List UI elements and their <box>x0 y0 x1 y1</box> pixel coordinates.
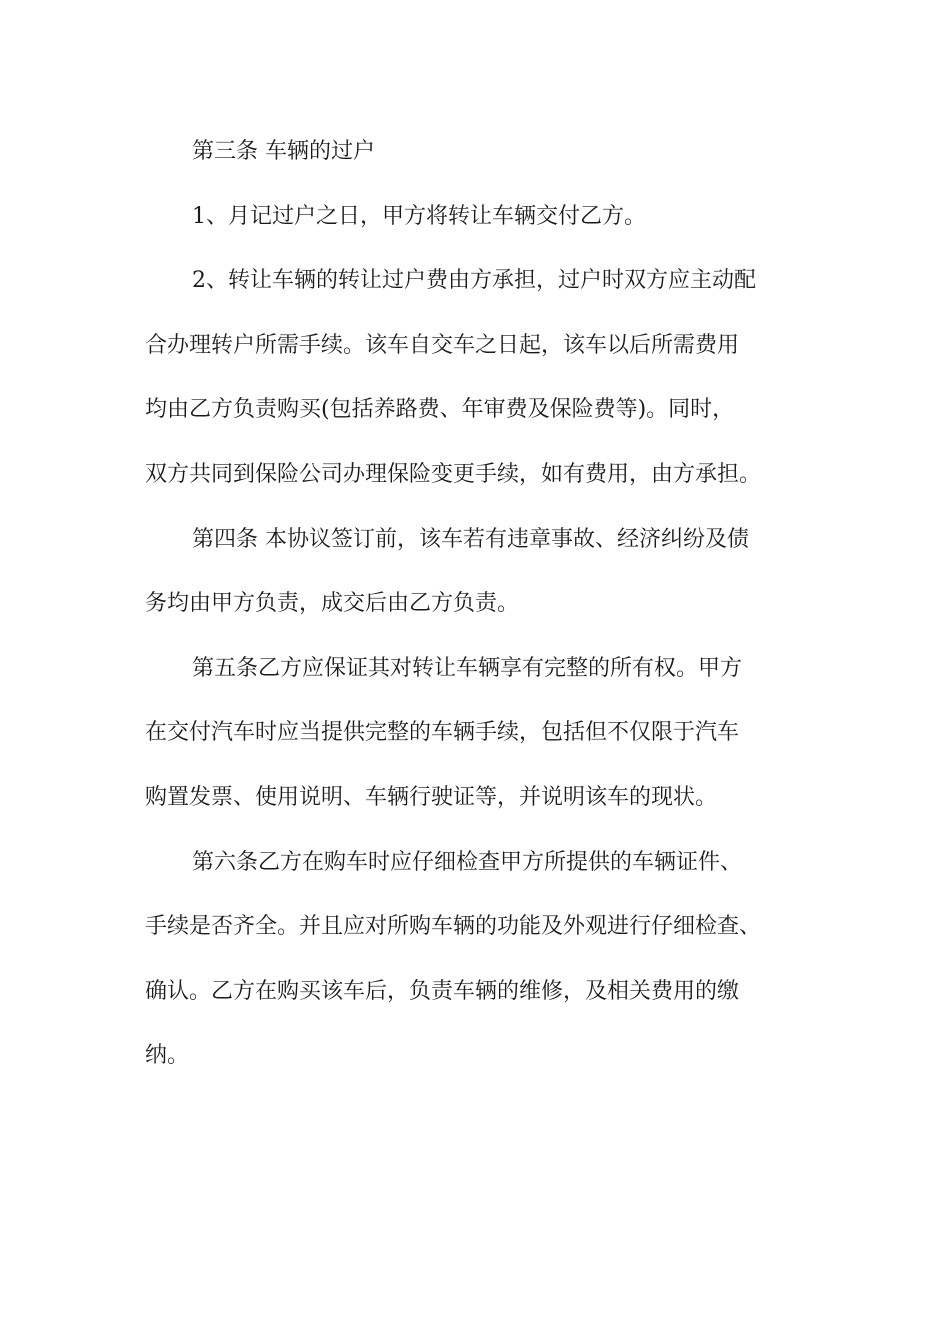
article-6-line-1: 第六条乙方在购车时应仔细检查甲方所提供的车辆证件、 <box>192 849 743 875</box>
article-6-line-3: 确认。乙方在购买该车后，负责车辆的维修，及相关费用的缴 <box>145 978 740 1004</box>
article-3-clause-2-line-2: 合办理转户所需手续。该车自交车之日起，该车以后所需费用 <box>145 332 740 358</box>
article-5-line-3: 购置发票、使用说明、车辆行驶证等，并说明该车的现状。 <box>145 784 718 810</box>
article-3-clause-1: 1、月记过户之日，甲方将转让车辆交付乙方。 <box>192 203 646 229</box>
article-3-clause-2-line-1: 2、转让车辆的转让过户费由方承担，过户时双方应主动配 <box>192 268 756 294</box>
article-3-clause-2-line-3: 均由乙方负责购买(包括养路费、年审费及保险费等)。同时， <box>145 397 735 423</box>
article-3-clause-2-line-4: 双方共同到保险公司办理保险变更手续，如有费用，由方承担。 <box>145 461 762 487</box>
article-6-line-2: 手续是否齐全。并且应对所购车辆的功能及外观进行仔细检查、 <box>145 914 762 940</box>
article-3-heading: 第三条 车辆的过户 <box>192 139 375 164</box>
article-5-line-2: 在交付汽车时应当提供完整的车辆手续，包括但不仅限于汽车 <box>145 720 740 746</box>
article-4-line-1: 第四条 本协议签订前，该车若有违章事故、经济纠纷及债 <box>192 526 749 552</box>
document-body <box>145 124 815 1093</box>
article-6-line-4: 纳。 <box>145 1043 190 1069</box>
article-5-line-1: 第五条乙方应保证其对转让车辆享有完整的所有权。甲方 <box>192 655 743 681</box>
article-4-line-2: 务均由甲方负责，成交后由乙方负责。 <box>145 591 520 617</box>
